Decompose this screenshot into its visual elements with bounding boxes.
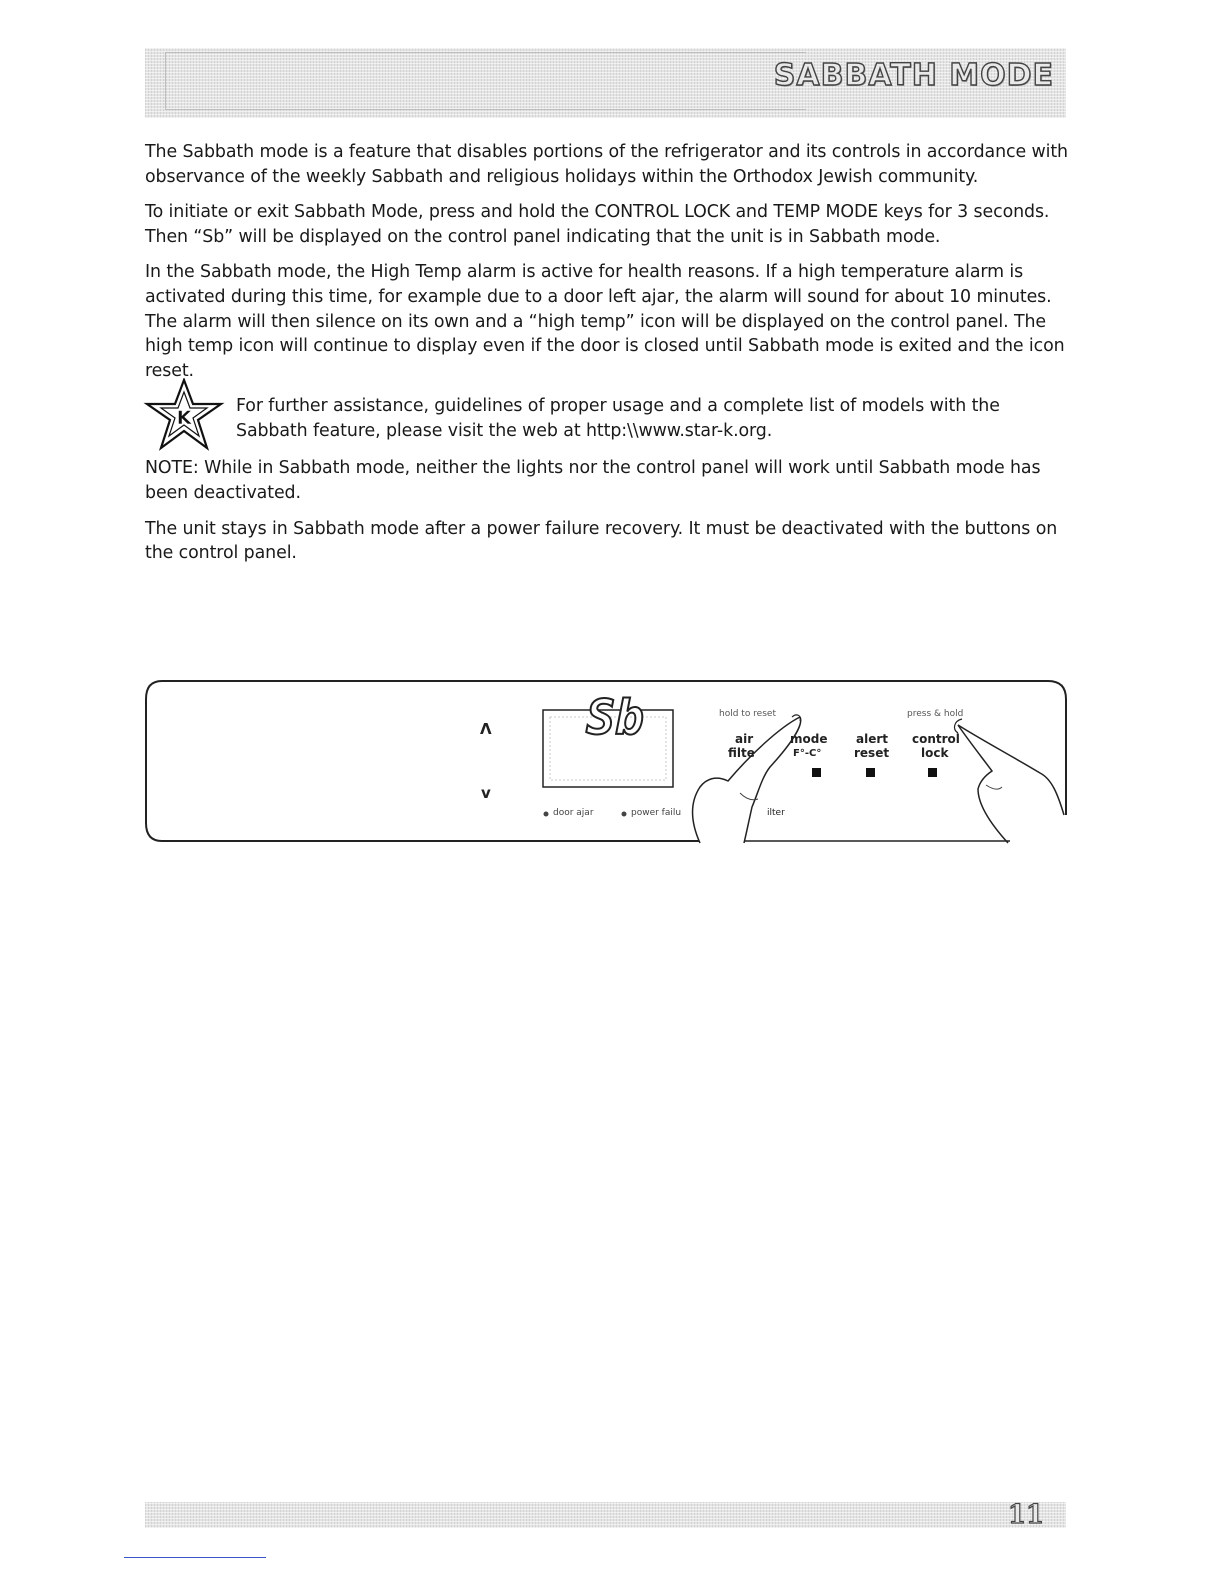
control-lock-key-button [928,768,937,777]
temp-down-button[interactable]: v [481,784,491,802]
temp-mode-key-label[interactable]: mode [790,732,828,746]
hold-to-reset-label: hold to reset [719,709,776,719]
power-failure-indicator: power failu [631,808,682,818]
page-title: SABBATH MODE [773,58,1054,93]
press-and-hold-label: press & hold [907,709,964,719]
footer-bar [145,1502,1066,1528]
door-ajar-indicator: door ajar [553,808,594,818]
initiate-paragraph: To initiate or exit Sabbath Mode, press and hold the CONTROL LOCK and TEMP MODE keys for 3 seconds. Then “Sb” will be displayed on the control panel indicating that the unit is in Sabbath mode. [145,202,1050,247]
temp-mode-key-button [812,768,821,777]
control-panel-figure [140,675,1070,845]
display-readout: Sb [586,690,644,746]
main-content [145,140,1075,577]
lock-key-label[interactable]: lock [921,746,949,760]
temp-up-button[interactable]: Λ [480,720,492,738]
header-frame [165,52,806,110]
alert-reset-key-button [866,768,875,777]
control-key-label[interactable]: control [912,732,960,746]
air-filter-key-label-bottom[interactable]: filte [728,746,755,760]
star-k-logo-icon [141,378,227,452]
reset-key-label[interactable]: reset [854,746,890,760]
intro-paragraph: The Sabbath mode is a feature that disables portions of the refrigerator and its controls in accordance with observance of the weekly Sabbath and religious holidays within the Orthodox Jewish community. [145,142,1068,187]
header-banner [145,48,1066,118]
star-k-note [145,394,1075,446]
alert-key-label[interactable]: alert [856,732,889,746]
page-number: 11 [1007,1500,1044,1530]
footer-rule [124,1557,266,1558]
star-k-letter: K [176,407,192,430]
temp-unit-label: F°-C° [793,748,822,759]
air-filter-key-label-top[interactable]: air [735,732,754,746]
star-k-note-text: For further assistance, guidelines of proper usage and a complete list of models with the Sabbath feature, please visit the web at http:\\www.star-k.org. [236,396,1000,441]
power-failure-paragraph: The unit stays in Sabbath mode after a power failure recovery. It must be deactivated with the buttons on the control panel. [145,518,1058,564]
note-paragraph: NOTE: While in Sabbath mode, neither the lights nor the control panel will work until Sabbath mode has been deactivated. [145,458,1041,503]
high-temp-paragraph: In the Sabbath mode, the High Temp alarm is active for health reasons. If a high temperature alarm is activated during this time, for example due to a door left ajar, the alarm will sound for about 10 minutes. The alarm will then silence on its own and a “high temp” icon will be displayed on the control panel. The high temp icon will continue to display even if the door is closed until Sabbath mode is exited and the icon reset. [145,262,1065,381]
right-hand-icon [958,725,1064,815]
filter-label: ilter [767,808,785,818]
